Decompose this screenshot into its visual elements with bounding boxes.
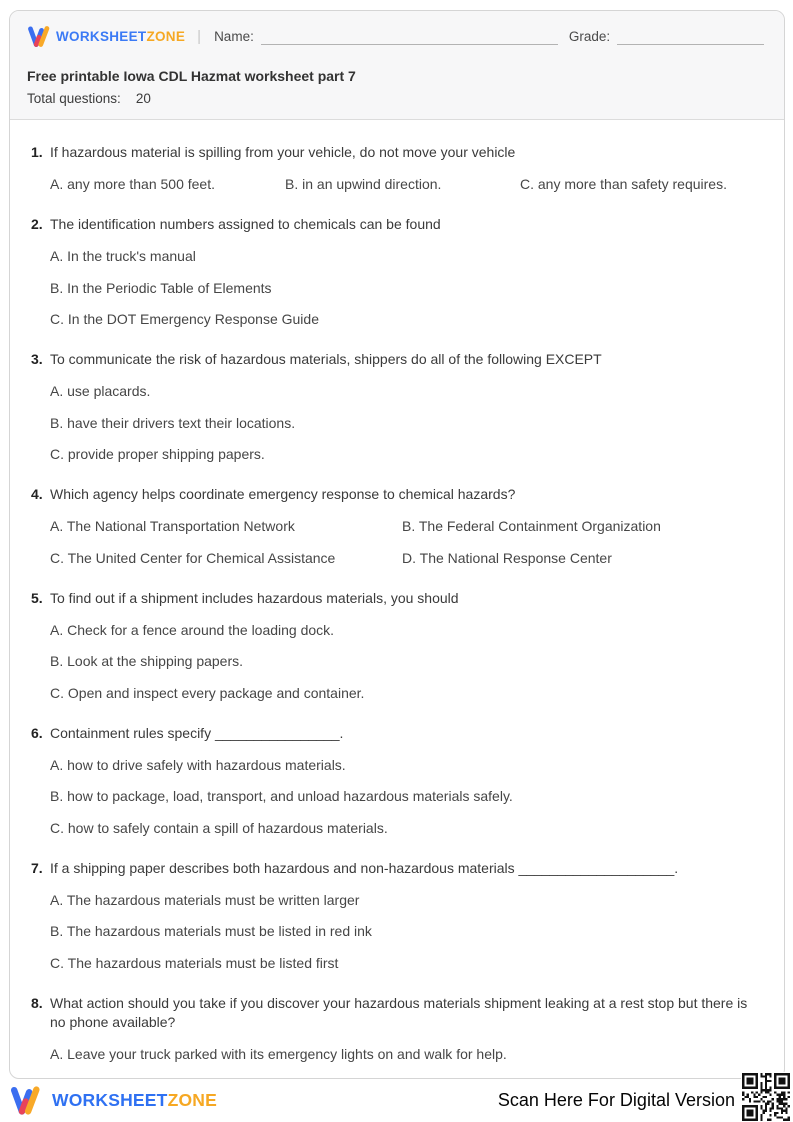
question-option: A. how to drive safely with hazardous materials. <box>50 756 346 773</box>
question-option: B. The hazardous materials must be listed in red ink <box>50 923 372 939</box>
worksheetzone-logo-icon <box>27 25 50 48</box>
question-body <box>50 859 764 973</box>
question-body <box>50 994 764 1064</box>
total-questions-label: Total questions: <box>27 91 121 106</box>
question-option: A. In the truck's manual <box>50 248 196 264</box>
question-text: What action should you take if you discover your hazardous materials shipment leaking at a rest stop but there is no phone available? <box>50 994 748 1030</box>
worksheet-header <box>10 11 784 120</box>
question-body <box>50 350 764 464</box>
brand-word-worksheet: WORKSHEET <box>56 29 147 44</box>
question-option: A. Check for a fence around the loading dock. <box>50 621 335 638</box>
question-text: If a shipping paper describes both hazardous and non-hazardous materials ____________________. <box>50 859 679 876</box>
question-option: A. use placards. <box>50 383 151 399</box>
scan-here-text: Scan Here For Digital Version <box>497 1090 735 1110</box>
brand-word-zone: ZONE <box>167 1090 217 1110</box>
question-text: To find out if a shipment includes hazardous materials, you should <box>50 589 459 606</box>
question-option: B. The Federal Containment Organization <box>402 518 661 534</box>
question-option: A. any more than 500 feet. <box>50 176 215 192</box>
name-blank-line <box>261 44 558 45</box>
question-option: C. any more than safety requires. <box>520 176 727 192</box>
question-body <box>50 215 764 329</box>
question-option: C. The hazardous materials must be listed first <box>50 954 339 971</box>
question-number: 5. <box>31 589 43 606</box>
question-options <box>50 891 764 973</box>
question-option: B. how to package, load, transport, and unload hazardous materials safely. <box>50 788 513 804</box>
qr-code <box>741 1072 791 1122</box>
questions-list <box>10 120 784 1064</box>
header-separator: | <box>197 28 202 45</box>
question-body <box>50 485 764 568</box>
question-text: The identification numbers assigned to chemicals can be found <box>50 216 441 232</box>
question-number: 8. <box>31 994 43 1011</box>
worksheet-title: Free printable Iowa CDL Hazmat worksheet part 7 <box>27 68 356 84</box>
question-item <box>31 589 764 703</box>
question-option: C. provide proper shipping papers. <box>50 446 265 462</box>
worksheetzone-logo-icon <box>5 1085 45 1116</box>
question-item <box>31 215 764 329</box>
question-options <box>50 756 764 838</box>
header-brand-row <box>27 25 764 48</box>
question-item <box>31 724 764 838</box>
worksheet-page <box>9 10 785 1079</box>
question-number: 4. <box>31 486 43 502</box>
question-options <box>50 382 764 464</box>
brand-wordmark <box>56 29 185 44</box>
question-option: A. The hazardous materials must be written larger <box>50 891 360 908</box>
total-questions-row <box>27 91 764 106</box>
question-number: 7. <box>31 859 43 876</box>
question-option: B. in an upwind direction. <box>285 176 442 192</box>
brand-wordmark <box>52 1090 217 1111</box>
question-item <box>31 859 764 973</box>
question-text: To communicate the risk of hazardous materials, shippers do all of the following EXCEPT <box>50 351 602 367</box>
question-item <box>31 994 764 1064</box>
question-text: Which agency helps coordinate emergency response to chemical hazards? <box>50 486 516 502</box>
question-option: B. In the Periodic Table of Elements <box>50 279 272 296</box>
question-option: B. have their drivers text their locations. <box>50 414 296 431</box>
brand-word-zone: ZONE <box>146 29 186 44</box>
grade-blank-line <box>617 44 764 45</box>
question-option: C. Open and inspect every package and container. <box>50 684 365 701</box>
question-item <box>31 350 764 464</box>
question-text: Containment rules specify ________________. <box>50 724 344 741</box>
question-option: C. The United Center for Chemical Assistance <box>50 549 336 566</box>
question-item <box>31 143 764 194</box>
grade-label: Grade: <box>568 29 611 44</box>
question-option: A. Leave your truck parked with its emergency lights on and walk for help. <box>50 1045 507 1062</box>
question-options <box>50 517 764 568</box>
question-options <box>50 247 764 329</box>
question-option: A. The National Transportation Network <box>50 518 295 534</box>
question-item <box>31 485 764 568</box>
question-options <box>50 621 764 703</box>
question-number: 3. <box>31 351 43 367</box>
question-number: 1. <box>31 144 43 160</box>
name-label: Name: <box>214 29 254 44</box>
question-option: B. Look at the shipping papers. <box>50 653 244 669</box>
question-options <box>50 175 764 194</box>
question-number: 6. <box>31 724 43 741</box>
question-body <box>50 143 764 194</box>
brand-word-worksheet: WORKSHEET <box>52 1090 168 1110</box>
question-option: D. The National Response Center <box>402 549 612 566</box>
total-questions-value: 20 <box>135 91 151 106</box>
question-option: C. In the DOT Emergency Response Guide <box>50 311 319 327</box>
question-text: If hazardous material is spilling from your vehicle, do not move your vehicle <box>50 144 516 160</box>
question-body <box>50 724 764 838</box>
question-body <box>50 589 764 703</box>
question-options <box>50 1045 764 1064</box>
question-number: 2. <box>31 216 43 232</box>
page-footer <box>0 1079 793 1122</box>
question-option: C. how to safely contain a spill of hazardous materials. <box>50 819 388 836</box>
